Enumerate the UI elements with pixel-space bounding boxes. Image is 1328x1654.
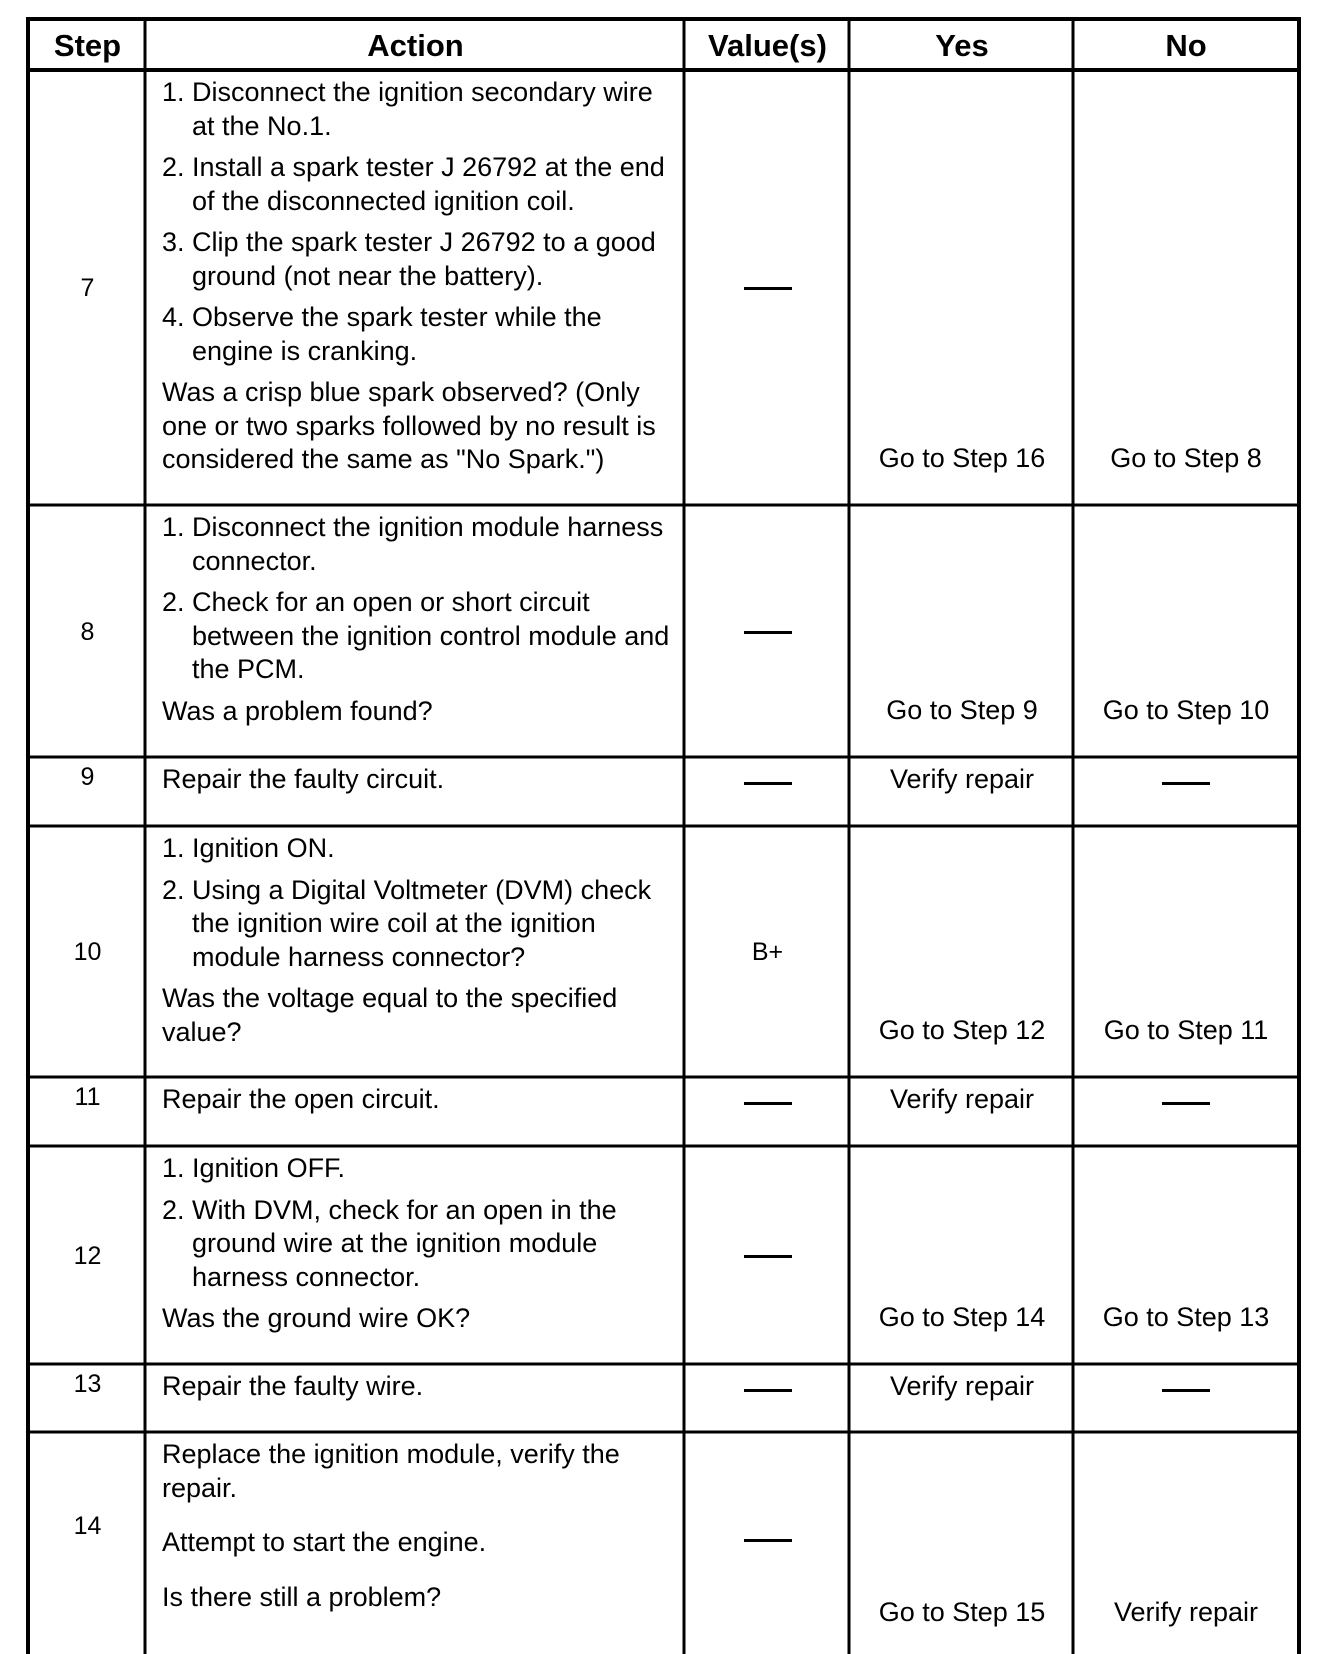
- action-paragraph: Attempt to start the engine.: [162, 1527, 487, 1557]
- yes-cell: Verify repair: [889, 764, 1035, 794]
- action-question: Is there still a problem?: [162, 1581, 442, 1612]
- value-cell: [686, 1366, 849, 1432]
- action-text: [147, 1148, 684, 1364]
- no-cell: [1075, 1079, 1297, 1146]
- action-question: Was the ground wire OK?: [162, 1303, 471, 1333]
- no-cell: Verify repair: [1113, 1597, 1259, 1627]
- yes-cell: Go to Step 14: [878, 1302, 1046, 1332]
- value-cell: [686, 1434, 849, 1654]
- value-cell: [686, 1079, 849, 1146]
- empty-no-dash: [1162, 782, 1210, 785]
- step-number: 9: [80, 762, 95, 791]
- no-cell: [1075, 1366, 1297, 1432]
- value-cell: [686, 759, 849, 826]
- action-step-item: 3. Clip the spark tester J 26792 to a good ground (not near the battery).: [162, 227, 656, 291]
- action-step-item: 1. Disconnect the ignition module harness connector.: [162, 512, 664, 576]
- yes-cell: Go to Step 15: [878, 1597, 1046, 1627]
- step-number: 13: [73, 1369, 102, 1398]
- no-cell: Go to Step 13: [1102, 1302, 1270, 1332]
- action-step-item: 2. With DVM, check for an open in the ground wire at the ignition module harness connector.: [162, 1194, 617, 1292]
- yes-cell: Go to Step 16: [878, 443, 1046, 473]
- value-cell: B+: [751, 938, 784, 966]
- action-step-item: 2. Using a Digital Voltmeter (DVM) check the ignition wire coil at the ignition module harness connector?: [162, 874, 652, 972]
- action-text: [147, 507, 684, 757]
- yes-cell: Go to Step 9: [886, 695, 1038, 725]
- action-step-item: 4. Observe the spark tester while the engine is cranking.: [162, 302, 602, 366]
- header-step: Step: [53, 28, 122, 63]
- step-number: 14: [73, 1512, 102, 1540]
- action-step-item: 1. Disconnect the ignition secondary wire at the No.1.: [162, 77, 653, 141]
- header-values: Value(s): [708, 28, 827, 63]
- empty-value-dash: [744, 1539, 792, 1542]
- value-cell: [686, 1148, 849, 1364]
- yes-cell: Go to Step 12: [878, 1015, 1046, 1045]
- header-yes: Yes: [935, 28, 989, 63]
- value-cell: [686, 507, 849, 757]
- step-number: 12: [73, 1241, 102, 1270]
- header-no: No: [1165, 28, 1207, 63]
- no-cell: [1075, 759, 1297, 826]
- action-text: [147, 1434, 684, 1654]
- action-step-item: 1. Ignition ON.: [162, 833, 335, 863]
- empty-no-dash: [1162, 1102, 1210, 1105]
- action-question: Was a problem found?: [162, 695, 433, 726]
- action-question: Was a crisp blue spark observed? (Only one or two sparks followed by no result is considered the same as "No Spark."): [162, 377, 656, 474]
- action-question: Was the voltage equal to the specified value?: [162, 983, 618, 1047]
- yes-cell: Verify repair: [889, 1371, 1035, 1401]
- empty-value-dash: [744, 287, 792, 290]
- action-text: Repair the open circuit.: [162, 1084, 440, 1114]
- empty-value-dash: [744, 782, 792, 785]
- action-text: [147, 72, 684, 505]
- empty-no-dash: [1162, 1389, 1210, 1392]
- empty-value-dash: [744, 1389, 792, 1392]
- action-step-item: 1. Ignition OFF.: [162, 1153, 346, 1183]
- header-action: Action: [367, 28, 464, 63]
- value-cell: [686, 72, 849, 505]
- yes-cell: Verify repair: [889, 1084, 1035, 1114]
- no-cell: Go to Step 10: [1102, 695, 1270, 725]
- empty-value-dash: [744, 1255, 792, 1258]
- action-text: Repair the faulty circuit.: [162, 764, 445, 794]
- step-number: 11: [74, 1082, 101, 1111]
- action-text: Repair the faulty wire.: [162, 1371, 424, 1401]
- step-number: 8: [80, 617, 95, 646]
- empty-value-dash: [744, 631, 792, 634]
- step-number: 7: [80, 274, 95, 302]
- action-paragraph: Replace the ignition module, verify the repair.: [162, 1439, 620, 1503]
- empty-value-dash: [744, 1102, 792, 1105]
- action-step-item: 2. Check for an open or short circuit between the ignition control module and the PCM.: [162, 587, 670, 684]
- no-cell: Go to Step 11: [1103, 1015, 1269, 1045]
- action-step-item: 2. Install a spark tester J 26792 at the end of the disconnected ignition coil.: [162, 152, 665, 216]
- step-number: 10: [73, 938, 102, 966]
- action-text: [147, 828, 684, 1077]
- no-cell: Go to Step 8: [1110, 443, 1262, 473]
